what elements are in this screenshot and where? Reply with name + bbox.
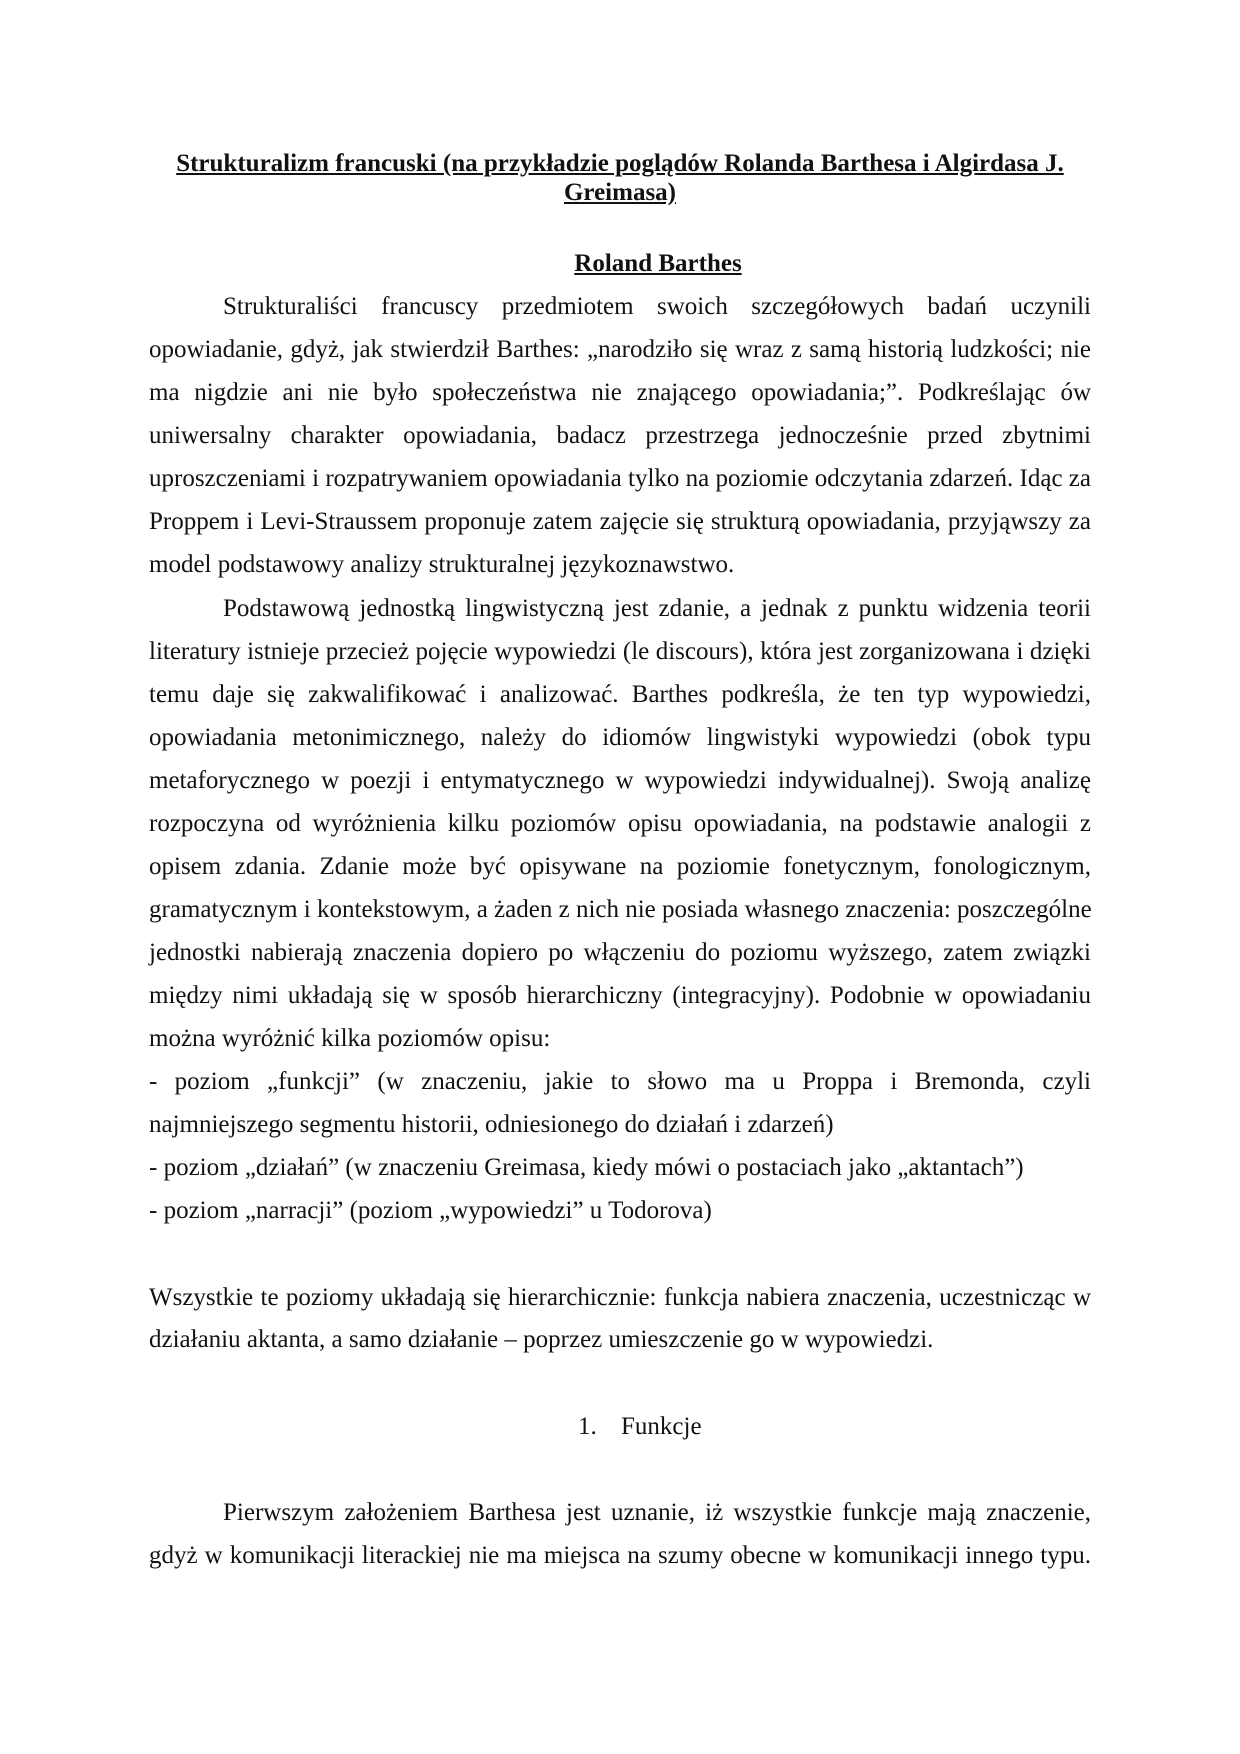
text-line: uniwersalny charakter opowiadania, badacz przestrzega jednocześnie przed zbytnimi <box>149 422 1091 449</box>
text-line: opisem zdania. Zdanie może być opisywane na poziomie fonetycznym, fonologicznym, <box>149 853 1091 880</box>
text-line: metaforycznego w poezji i entymatycznego w wypowiedzi indywidualnej). Swoją analizę <box>149 767 1091 794</box>
text-line: uproszczeniami i rozpatrywaniem opowiadania tylko na poziomie odczytania zdarzeń. Idąc za <box>149 465 1091 492</box>
section-heading-roland-barthes: Roland Barthes <box>574 250 742 277</box>
list-item-continuation: najmniejszego segmentu historii, odniesionego do działań i zdarzeń) <box>149 1111 834 1138</box>
text-line: Proppem i Levi-Straussem proponuje zatem zajęcie się strukturą opowiadania, przyjąwszy za <box>149 508 1091 535</box>
list-item: - poziom „działań” (w znaczeniu Greimasa, kiedy mówi o postaciach jako „aktantach”) <box>149 1154 1024 1181</box>
text-line: jednostki nabierają znaczenia dopiero po włączeniu do poziomu wyższego, zatem związki <box>149 939 1091 966</box>
text-line: można wyróżnić kilka poziomów opisu: <box>149 1025 551 1052</box>
text-line: Podstawową jednostką lingwistyczną jest zdanie, a jednak z punktu widzenia teorii <box>223 595 1091 622</box>
document-title-line-2: Greimasa) <box>563 179 676 206</box>
section-heading-funkcje <box>578 1412 738 1442</box>
text-line: opowiadanie, gdyż, jak stwierdził Barthes: „narodziło się wraz z samą historią ludzkości; nie <box>149 336 1091 363</box>
section-title: Funkcje <box>621 1413 702 1440</box>
text-line: gdyż w komunikacji literackiej nie ma miejsca na szumy obecne w komunikacji innego typu. <box>149 1542 1091 1569</box>
text-line: model podstawowy analizy strukturalnej językoznawstwo. <box>149 551 735 578</box>
list-item: - poziom „narracji” (poziom „wypowiedzi” u Todorova) <box>149 1197 712 1224</box>
document-title-line-1: Strukturalizm francuski (na przykładzie poglądów Rolanda Barthesa i Algirdasa J. <box>176 150 1064 177</box>
text-line: temu daje się zakwalifikować i analizować. Barthes podkreśla, że ten typ wypowiedzi, <box>149 681 1091 708</box>
text-line: Strukturaliści francuscy przedmiotem swoich szczegółowych badań uczynili <box>223 293 1091 320</box>
text-line: Wszystkie te poziomy układają się hierarchicznie: funkcja nabiera znaczenia, uczestnicząc w <box>149 1284 1091 1311</box>
text-line: rozpoczyna od wyróżnienia kilku poziomów opisu opowiadania, na podstawie analogii z <box>149 810 1091 837</box>
text-line: działaniu aktanta, a samo działanie – poprzez umieszczenie go w wypowiedzi. <box>149 1326 934 1353</box>
text-line: gramatycznym i kontekstowym, a żaden z nich nie posiada własnego znaczenia: poszczególne <box>149 896 1092 923</box>
text-line: opowiadania metonimicznego, należy do idiomów lingwistyki wypowiedzi (obok typu <box>149 724 1091 751</box>
list-item: - poziom „funkcji” (w znaczeniu, jakie to słowo ma u Proppa i Bremonda, czyli <box>149 1068 1091 1095</box>
section-number: 1. <box>578 1413 597 1440</box>
text-line: Pierwszym założeniem Barthesa jest uznanie, iż wszystkie funkcje mają znaczenie, <box>223 1499 1091 1526</box>
text-line: między nimi układają się w sposób hierarchiczny (integracyjny). Podobnie w opowiadaniu <box>149 982 1091 1009</box>
text-line: ma nigdzie ani nie było społeczeństwa nie znającego opowiadania;”. Podkreślając ów <box>149 379 1091 406</box>
text-line: literatury istnieje przecież pojęcie wypowiedzi (le discours), która jest zorganizowana i dzięki <box>149 638 1091 665</box>
